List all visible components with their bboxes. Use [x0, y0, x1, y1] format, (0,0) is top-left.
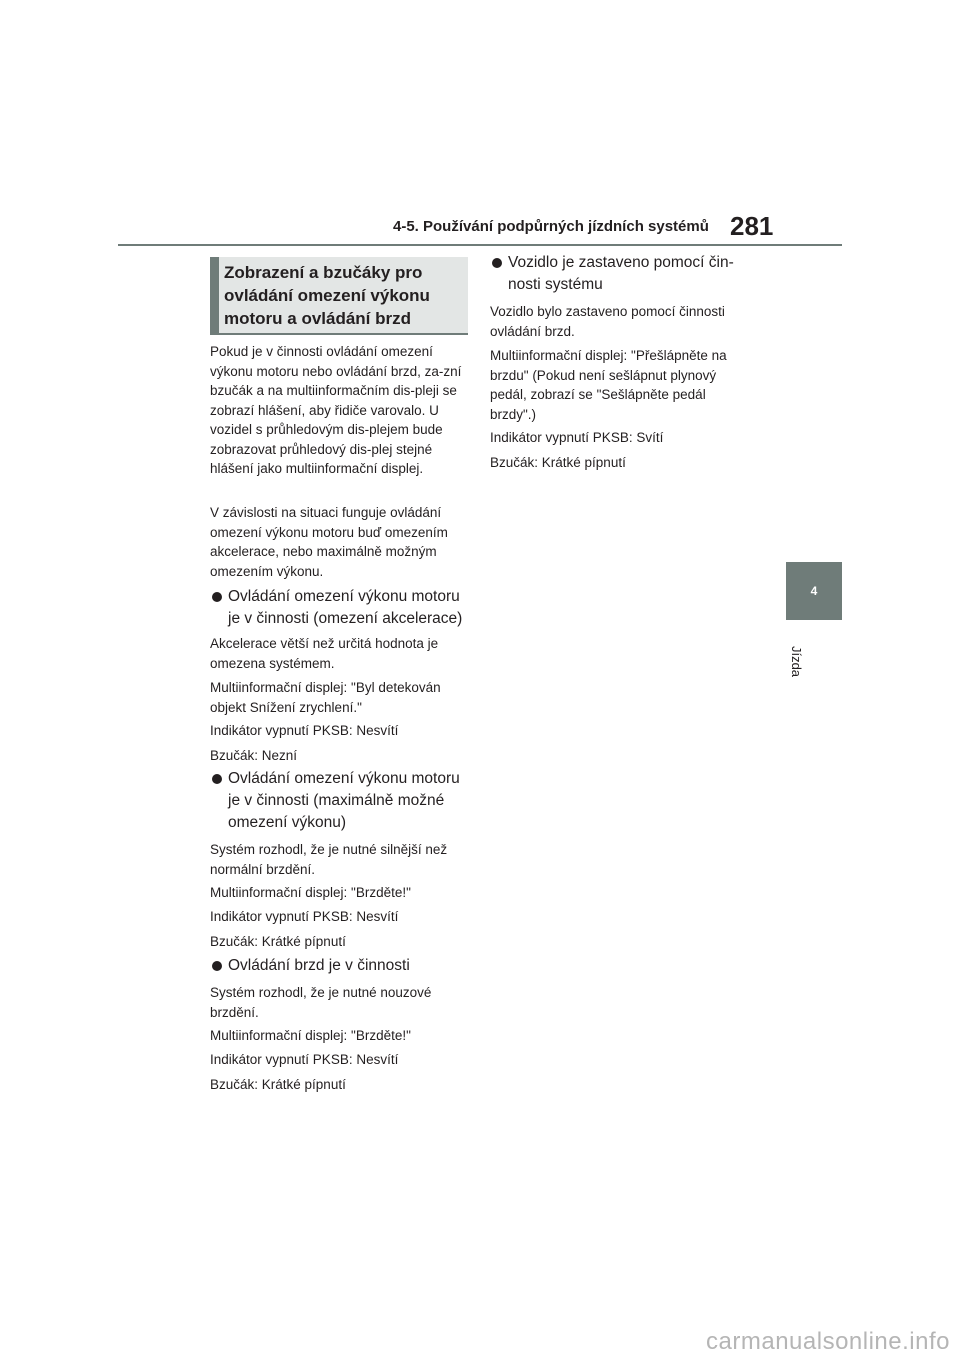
- header-section-title: 4-5. Používání podpůrných jízdních systémů: [393, 218, 709, 235]
- bullet-icon: [492, 258, 502, 268]
- item3-display: Multiinformační displej: "Brzděte!": [210, 1028, 411, 1043]
- section-heading: [210, 257, 468, 335]
- bullet-icon: [212, 961, 222, 971]
- item2-indicator: Indikátor vypnutí PKSB: Nesvítí: [210, 909, 399, 924]
- item4-indicator: Indikátor vypnutí PKSB: Svítí: [490, 430, 664, 445]
- item4-display: Multiinformační displej: "Přešlápněte na brzdu" (Pokud není sešlápnut plynový pedál, zobrazí se "Sešlápněte pedál brzdy".): [490, 348, 727, 422]
- item3-title: Ovládání brzd je v činnosti: [228, 957, 410, 974]
- chapter-label-container: [786, 636, 808, 686]
- watermark: carmanualsonline.info: [706, 1328, 950, 1355]
- item2-title: Ovládání omezení výkonu motoru je v činnosti (maximálně možné omezení výkonu): [228, 770, 460, 831]
- chapter-label: Jízda: [789, 645, 805, 677]
- intro-paragraph-2: V závislosti na situaci funguje ovládání omezení výkonu motoru buď omezením akcelerace, nebo maximálně možným omezením výkonu.: [210, 505, 448, 579]
- header-rule: [118, 244, 842, 246]
- item3-subheading: [210, 955, 468, 977]
- item2-description: Systém rozhodl, že je nutné silnější než normální brzdění.: [210, 842, 448, 877]
- intro-paragraph-1: Pokud je v činnosti ovládání omezení výkonu motoru nebo ovládání brzd, za-zní bzučák a na multiinformačním dis-pleji se zobrazí hlášení, aby řidiče varovalo. U vozidel s průhledovým dis-plejem bude zobrazovat průhledový dis-plej stejné hlášení jako multiinformační displej.: [210, 344, 462, 476]
- page-number: 281: [730, 211, 774, 241]
- item4-subheading: [490, 252, 754, 296]
- item2-subheading: [210, 768, 468, 834]
- item1-description: Akcelerace větší než určitá hodnota je omezena systémem.: [210, 636, 439, 671]
- item4-title: Vozidlo je zastaveno pomocí čin-nosti systému: [508, 254, 734, 293]
- heading-accent-bar: [210, 257, 219, 333]
- item1-subheading: [210, 586, 468, 630]
- item4-buzzer: Bzučák: Krátké pípnutí: [490, 455, 626, 470]
- bullet-icon: [212, 592, 222, 602]
- item1-buzzer: Bzučák: Nezní: [210, 748, 298, 763]
- item3-indicator: Indikátor vypnutí PKSB: Nesvítí: [210, 1052, 399, 1067]
- item3-description: Systém rozhodl, že je nutné nouzové brzdění.: [210, 985, 432, 1020]
- item1-display: Multiinformační displej: "Byl detekován objekt Snížení zrychlení.": [210, 680, 441, 715]
- bullet-icon: [212, 774, 222, 784]
- item2-buzzer: Bzučák: Krátké pípnutí: [210, 934, 346, 949]
- item2-display: Multiinformační displej: "Brzděte!": [210, 885, 411, 900]
- heading-text: Zobrazení a bzučáky pro ovládání omezení výkonu motoru a ovládání brzd: [224, 263, 430, 328]
- item3-buzzer: Bzučák: Krátké pípnutí: [210, 1077, 346, 1092]
- item4-description: Vozidlo bylo zastaveno pomocí činnosti ovládání brzd.: [490, 304, 725, 339]
- item1-indicator: Indikátor vypnutí PKSB: Nesvítí: [210, 723, 399, 738]
- chapter-number: 4: [810, 584, 818, 598]
- chapter-tab: [786, 562, 842, 620]
- item1-title: Ovládání omezení výkonu motoru je v činnosti (omezení akcelerace): [228, 588, 463, 627]
